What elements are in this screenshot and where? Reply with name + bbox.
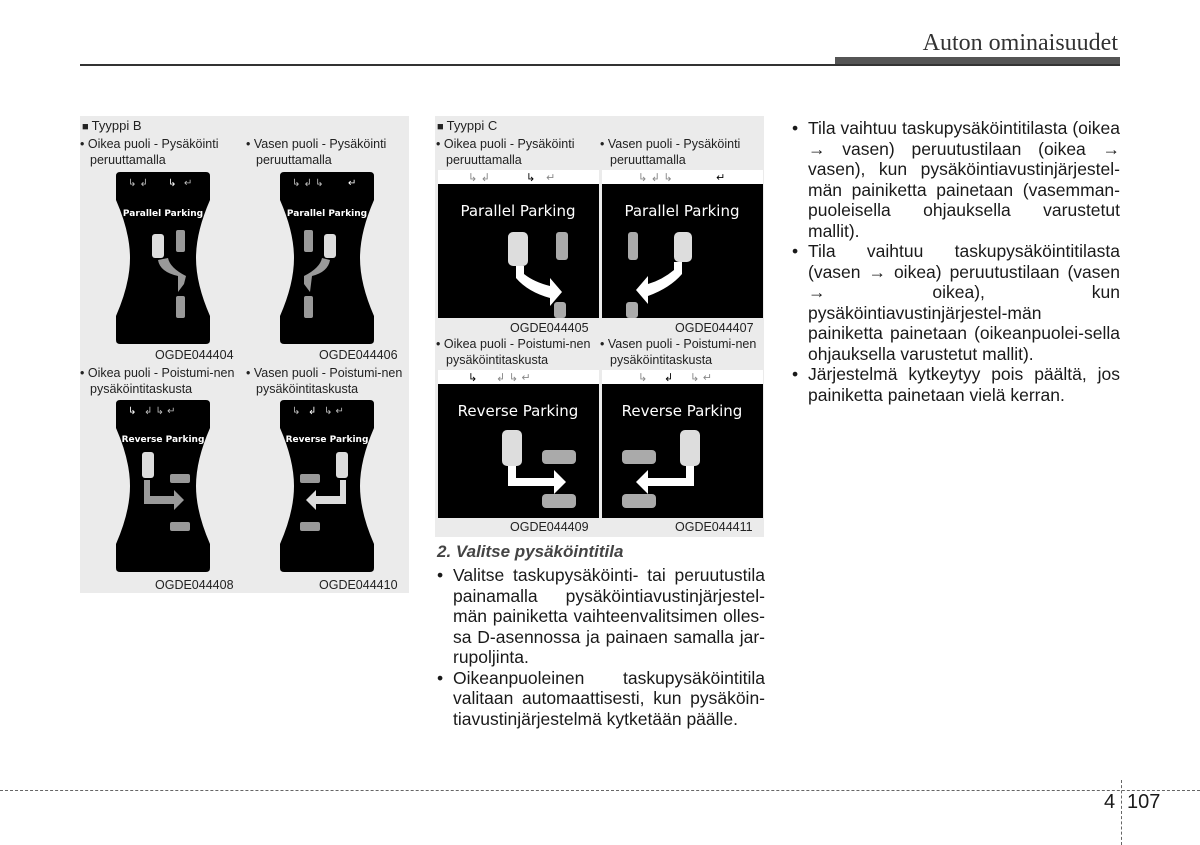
svg-text:↳: ↳: [468, 371, 478, 384]
svg-text:↲: ↲: [308, 406, 317, 417]
bullet-item: • Tila vaihtuu taskupysäköintitilasta (oikea → vasen) peruutustilaan (oikea → vasen), kun pysäköintiavustinjärjestel-män painiketta painetaan (vasemman-puoleisella ohjauksella varustetut mallit).: [792, 118, 1120, 241]
screen-title: Reverse Parking: [621, 402, 743, 420]
type-b-label-text: Tyyppi B: [91, 118, 142, 133]
svg-text:↵: ↵: [348, 178, 357, 189]
screen-title: Reverse Parking: [121, 435, 205, 445]
screen-title: Parallel Parking: [286, 209, 368, 219]
footer-divider: [1121, 780, 1122, 845]
parking-display-b-right-parallel: [116, 172, 210, 344]
parking-display-c-right-parallel: [438, 170, 599, 318]
bullet-item: • Oikeanpuoleinen taskupysäköintitila valitaan automaattisesti, kun pysäköin-tiavustinjärjestelmä kytketään päälle.: [437, 668, 765, 730]
header-rule: [80, 64, 1120, 66]
screen-title: Parallel Parking: [122, 209, 204, 219]
figure-caption: • Oikea puoli - Pysäköinti peruuttamalla: [436, 136, 608, 168]
screen-title: Parallel Parking: [460, 202, 576, 220]
svg-text:↳ ↵: ↳ ↵: [690, 371, 712, 384]
figure-caption: • Oikea puoli - Poistumi-nen pysäköintitaskusta: [436, 336, 608, 368]
footer-rule: [0, 790, 1200, 791]
parking-display-b-left-reverse: [280, 400, 374, 572]
type-c-label-text: Tyyppi C: [446, 118, 498, 133]
svg-text:↳ ↵: ↳ ↵: [324, 406, 344, 417]
parking-display-c-left-parallel: [602, 170, 763, 318]
figure-code: OGDE044410: [319, 578, 398, 592]
type-b-label: ■ Tyyppi B: [82, 118, 142, 133]
figure-code: OGDE044408: [155, 578, 234, 592]
bullet-item: • Tila vaihtuu taskupysäköintitilasta (vasen → oikea) peruutustilaan (vasen → oikea), kun pysäköintiavustinjärjestel-män painiketta painetaan (oikeanpuolei-sella ohjauksella varustetut mallit).: [792, 241, 1120, 364]
svg-text:↲ ↳ ↵: ↲ ↳ ↵: [496, 371, 531, 384]
bullet-item: • Järjestelmä kytkeytyy pois päältä, jos painiketta painetaan vielä kerran.: [792, 364, 1120, 405]
figure-code: OGDE044406: [319, 348, 398, 362]
svg-text:↳: ↳: [128, 406, 137, 417]
svg-text:↳ ↲: ↳ ↲: [468, 171, 490, 184]
parking-display-c-left-reverse: [602, 370, 763, 518]
svg-text:↵: ↵: [546, 171, 556, 184]
svg-text:↳: ↳: [292, 406, 301, 417]
figure-code: OGDE044411: [675, 520, 753, 534]
parking-display-c-right-reverse: [438, 370, 599, 518]
right-bullet-list: [792, 118, 1120, 405]
svg-text:↳: ↳: [526, 171, 536, 184]
type-c-label: ■ Tyyppi C: [437, 118, 498, 133]
screen-title: Reverse Parking: [285, 435, 369, 445]
figure-code: OGDE044407: [675, 321, 754, 335]
svg-text:↵: ↵: [716, 171, 726, 184]
page-header-title: Auton ominaisuudet: [922, 30, 1118, 56]
screen-title: Reverse Parking: [457, 402, 579, 420]
page-number: 107: [1127, 791, 1161, 813]
svg-text:↲: ↲: [664, 371, 674, 384]
parking-display-b-right-reverse: [116, 400, 210, 572]
figure-caption: • Vasen puoli - Poistumi-nen pysäköintitaskusta: [246, 365, 418, 397]
svg-text:↳: ↳: [638, 371, 648, 384]
figure-caption: • Oikea puoli - Poistumi-nen pysäköintitaskusta: [80, 365, 252, 397]
figure-caption: • Oikea puoli - Pysäköinti peruuttamalla: [80, 136, 252, 168]
svg-text:↵: ↵: [184, 178, 193, 189]
figure-code: OGDE044405: [510, 321, 589, 335]
figure-caption: • Vasen puoli - Poistumi-nen pysäköintitaskusta: [600, 336, 772, 368]
svg-text:↳ ↲ ↳: ↳ ↲ ↳: [638, 171, 673, 184]
screen-title: Parallel Parking: [624, 202, 740, 220]
svg-text:↳ ↲: ↳ ↲: [128, 178, 148, 189]
figure-code: OGDE044404: [155, 348, 234, 362]
svg-text:↳: ↳: [168, 178, 177, 189]
bullet-item: • Valitse taskupysäköinti- tai peruutustila painamalla pysäköintiavustinjärjestel-män painiketta vaihteenvalitsimen olles-sa D-asennossa ja painaen samalla jar-rupoljinta.: [437, 565, 765, 668]
step-title: 2. Valitse pysäköintitila: [437, 542, 624, 561]
svg-text:↳ ↲ ↳: ↳ ↲ ↳: [292, 178, 324, 189]
figure-caption: • Vasen puoli - Pysäköinti peruuttamalla: [600, 136, 772, 168]
figure-code: OGDE044409: [510, 520, 589, 534]
svg-text:↲ ↳ ↵: ↲ ↳ ↵: [144, 406, 176, 417]
figure-caption: • Vasen puoli - Pysäköinti peruuttamalla: [246, 136, 418, 168]
parking-display-b-left-parallel: [280, 172, 374, 344]
chapter-number: 4: [1104, 791, 1116, 813]
middle-bullet-list: [437, 565, 765, 729]
